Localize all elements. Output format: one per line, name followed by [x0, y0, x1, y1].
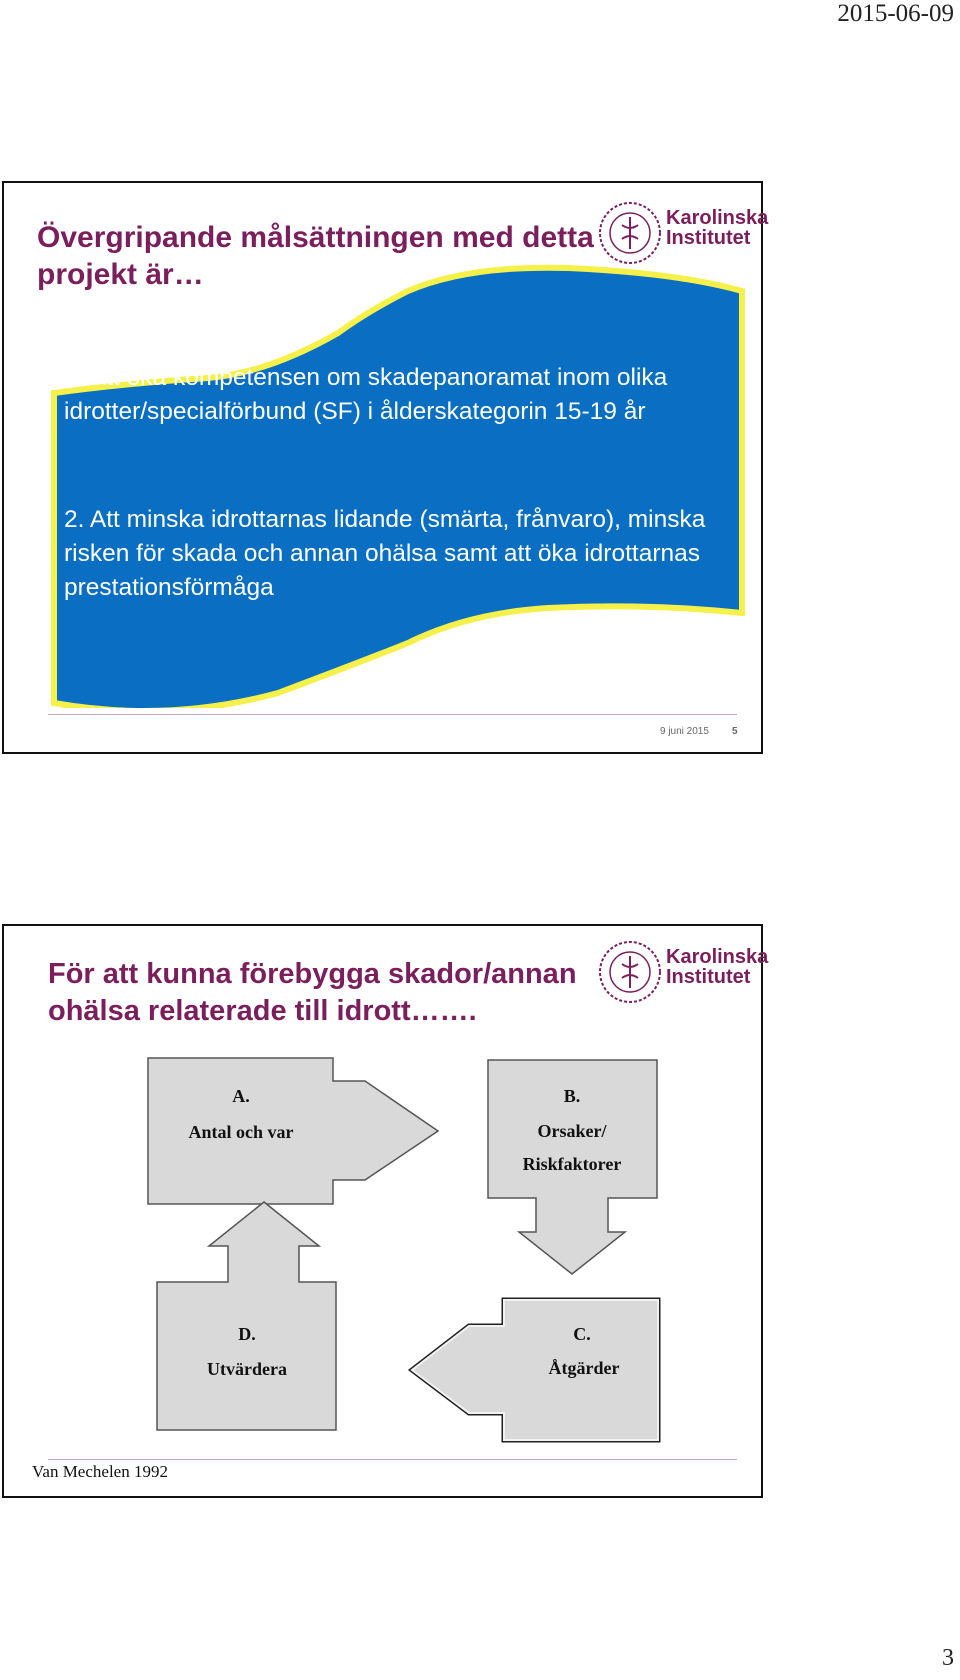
- step-b-letter: B.: [563, 1086, 581, 1106]
- step-c-letter: C.: [573, 1324, 591, 1344]
- step-c-text: Åtgärder: [548, 1358, 620, 1378]
- page-number: 3: [942, 1645, 954, 1671]
- step-a-text: Antal och var: [188, 1122, 294, 1142]
- footer-page-number: 5: [732, 726, 738, 737]
- logo-wordmark: Karolinska Institutet: [666, 207, 769, 249]
- goals-banner: [48, 263, 748, 708]
- goal-1: 1. Att öka kompetensen om skadepanoramat inom olika idrotter/specialförbund (SF) i ålderskategorin 15-19 år: [64, 364, 668, 425]
- karolinska-logo: [598, 195, 769, 271]
- step-d-arrow-shape: [157, 1202, 336, 1430]
- step-b-text-2: Riskfaktorer: [522, 1154, 622, 1174]
- slide-title: Övergripande målsättningen med detta projekt är…: [37, 221, 594, 291]
- step-d-text: Utvärdera: [207, 1359, 287, 1379]
- page-date: 2015-06-09: [837, 0, 954, 27]
- step-b-text-1: Orsaker/: [537, 1121, 607, 1141]
- source-citation: Van Mechelen 1992: [32, 1462, 168, 1481]
- slide-1: [2, 181, 769, 754]
- slide-title: För att kunna förebygga skador/annan ohälsa relaterade till idrott…….: [48, 958, 577, 1027]
- footer-divider: [48, 1459, 737, 1460]
- logo-wordmark: Karolinska Institutet: [666, 946, 769, 988]
- footer-date: 9 juni 2015: [660, 726, 709, 737]
- step-a-letter: A.: [232, 1086, 250, 1106]
- step-d-letter: D.: [238, 1324, 256, 1344]
- slide-2: [2, 924, 769, 1498]
- footer-divider: [48, 714, 737, 715]
- banner-shape: [54, 268, 742, 708]
- goal-2: 2. Att minska idrottarnas lidande (smärta, frånvaro), minska risken för skada och annan ohälsa samt att öka idrottarnas prestationsförmåga: [64, 506, 706, 601]
- flow-diagram: [4, 926, 761, 1496]
